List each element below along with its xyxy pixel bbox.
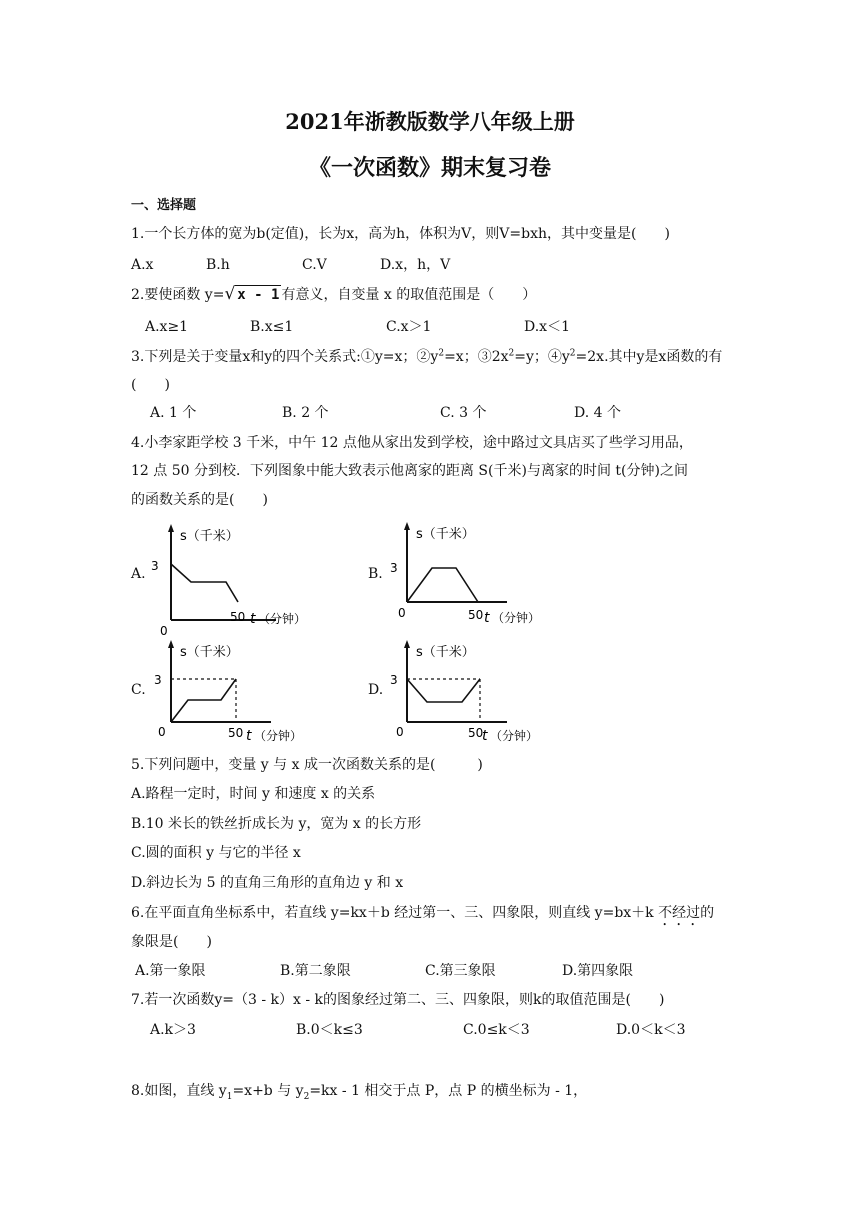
graph-a-x50: 50: [230, 610, 246, 624]
q2-option-a: A.x≥1: [145, 319, 189, 335]
q3-text-1: 3.下列是关于变量x和y的四个关系式:①y=x；②y: [131, 349, 439, 365]
graph-d-ylabel: s（千米）: [416, 645, 475, 660]
q8-text-2: =x+b 与 y: [232, 1083, 304, 1099]
q4-graph-c: [146, 636, 336, 751]
graph-c-xunit: （分钟）: [254, 729, 303, 743]
q3-sup-2: 2: [508, 348, 515, 359]
q3-option-a: A. 1 个: [150, 405, 197, 421]
q1-option-a: A.x: [131, 257, 154, 273]
graph-a-origin: 0: [160, 624, 168, 635]
q4-graph-d: [382, 636, 572, 751]
q4-stem-line3: 的函数关系的是( ): [131, 492, 268, 508]
q5-option-a: A.路程一定时，时间 y 和速度 x 的关系: [131, 786, 376, 802]
graph-b-y3: 3: [390, 561, 398, 575]
sqrt-expression: √ x - 1: [224, 284, 280, 304]
graph-a-xunit: （分钟）: [258, 612, 307, 626]
q4-stem-line2: 12 点 50 分到校．下列图象中能大致表示他离家的距离 S(千米)与离家的时间 t(分钟)之间: [131, 463, 688, 479]
document-subtitle: 《一次函数》期末复习卷: [308, 155, 551, 181]
graph-c-x50: 50: [228, 726, 244, 740]
graph-c-t: t: [246, 728, 252, 744]
q3-text-2: =x；③2x: [444, 349, 509, 365]
q3-option-c: C. 3 个: [440, 405, 487, 421]
section-heading: 一、选择题: [131, 198, 197, 213]
graph-c-ylabel: s（千米）: [180, 645, 239, 660]
q1-option-b: B.h: [206, 257, 230, 273]
q2-stem-post: 有意义，自变量 x 的取值范围是（ ）: [281, 287, 537, 303]
q4-graph-a: [146, 520, 336, 635]
q3-option-b: B. 2 个: [282, 405, 329, 421]
q7-option-d: D.0＜k＜3: [616, 1022, 686, 1038]
q6-stem-pre: 6.在平面直角坐标系中，若直线 y=kx＋b 经过第一、三、四象限，则直线 y=bx＋k: [131, 905, 659, 921]
q4-label-d: D.: [368, 682, 384, 698]
q7-option-a: A.k＞3: [150, 1022, 196, 1038]
graph-b-t: t: [484, 610, 490, 626]
q6-option-b: B.第二象限: [280, 963, 351, 979]
graph-a-curve: [171, 564, 238, 602]
q3-option-d: D. 4 个: [574, 405, 621, 421]
q6-stem-post: 的: [700, 905, 715, 921]
q7-option-b: B.0＜k≤3: [296, 1022, 363, 1038]
q1-stem: 1.一个长方体的宽为b(定值)，长为x，高为h，体积为V，则V=bxh，其中变量是( ): [131, 226, 670, 242]
q8-sub-2: 2: [303, 1091, 310, 1102]
q8-sub-1: 1: [226, 1091, 233, 1102]
q4-label-b: B.: [368, 566, 383, 582]
q6-option-a: A.第一象限: [135, 963, 206, 979]
q4-label-c: C.: [131, 682, 146, 698]
q3-text-4: =2x.其中y是x函数的有: [575, 349, 723, 365]
q4-graph-b: [382, 520, 572, 635]
q3-text-3: =y；④y: [514, 349, 570, 365]
q6-option-c: C.第三象限: [425, 963, 496, 979]
q6-option-d: D.第四象限: [562, 963, 634, 979]
graph-b-curve: [407, 568, 478, 602]
q2-stem: [131, 285, 536, 304]
graph-b-ylabel: s（千米）: [416, 527, 475, 542]
graph-b-x50: 50: [468, 608, 484, 622]
graph-b-xunit: （分钟）: [492, 611, 541, 625]
document-title: 2021年浙教版数学八年级上册: [285, 109, 575, 134]
q1-option-c: C.V: [302, 257, 327, 273]
graph-d-t: t: [482, 728, 488, 744]
q6-emphasis: 不经过: [658, 905, 701, 921]
graph-d-x50: 50: [468, 726, 484, 740]
q5-stem: 5.下列问题中，变量 y 与 x 成一次函数关系的是( ): [131, 757, 483, 773]
q5-option-b: B.10 米长的铁丝折成长为 y，宽为 x 的长方形: [131, 816, 422, 832]
graph-c-y3: 3: [154, 673, 162, 687]
graph-a-t: t: [250, 611, 256, 627]
q5-option-c: C.圆的面积 y 与它的半径 x: [131, 845, 301, 861]
graph-a-y3: 3: [151, 559, 159, 573]
q8-stem: [131, 1082, 587, 1100]
q3-stem-line2: ( ): [131, 377, 170, 393]
graph-d-y3: 3: [390, 673, 398, 687]
q2-radicand: x - 1: [237, 287, 280, 303]
graph-a-ylabel: s（千米）: [180, 529, 239, 544]
q3-sup-3: 2: [569, 348, 576, 359]
graph-c-curve: [171, 679, 236, 722]
graph-b-origin: 0: [398, 606, 406, 620]
q8-text-3: =kx - 1 相交于点 P，点 P 的横坐标为 - 1，: [309, 1083, 588, 1099]
graph-d-origin: 0: [396, 725, 404, 739]
q7-option-c: C.0≤k＜3: [463, 1022, 530, 1038]
q2-option-c: C.x＞1: [386, 319, 432, 335]
q5-option-d: D.斜边长为 5 的直角三角形的直角边 y 和 x: [131, 875, 404, 891]
q6-stem-line2: 象限是( ): [131, 934, 212, 950]
q7-stem: 7.若一次函数y=（3 - k）x - k的图象经过第二、三、四象限，则k的取值范围是( ): [131, 992, 665, 1008]
q3-stem: [131, 348, 722, 366]
q4-stem-line1: 4.小李家距学校 3 千米，中午 12 点他从家出发到学校，途中路过文具店买了些学习用品，: [131, 435, 693, 451]
q2-option-b: B.x≤1: [250, 319, 294, 335]
q2-stem-pre: 2.要使函数 y=: [131, 287, 225, 303]
graph-d-curve: [407, 679, 480, 702]
graph-c-origin: 0: [158, 725, 166, 739]
q2-option-d: D.x＜1: [524, 319, 570, 335]
q1-option-d: D.x，h，V: [380, 257, 451, 273]
q3-sup-1: 2: [438, 348, 445, 359]
q8-text-1: 8.如图，直线 y: [131, 1083, 227, 1099]
graph-d-xunit: （分钟）: [490, 729, 539, 743]
q6-stem: [131, 904, 714, 929]
q4-label-a: A.: [131, 566, 146, 582]
